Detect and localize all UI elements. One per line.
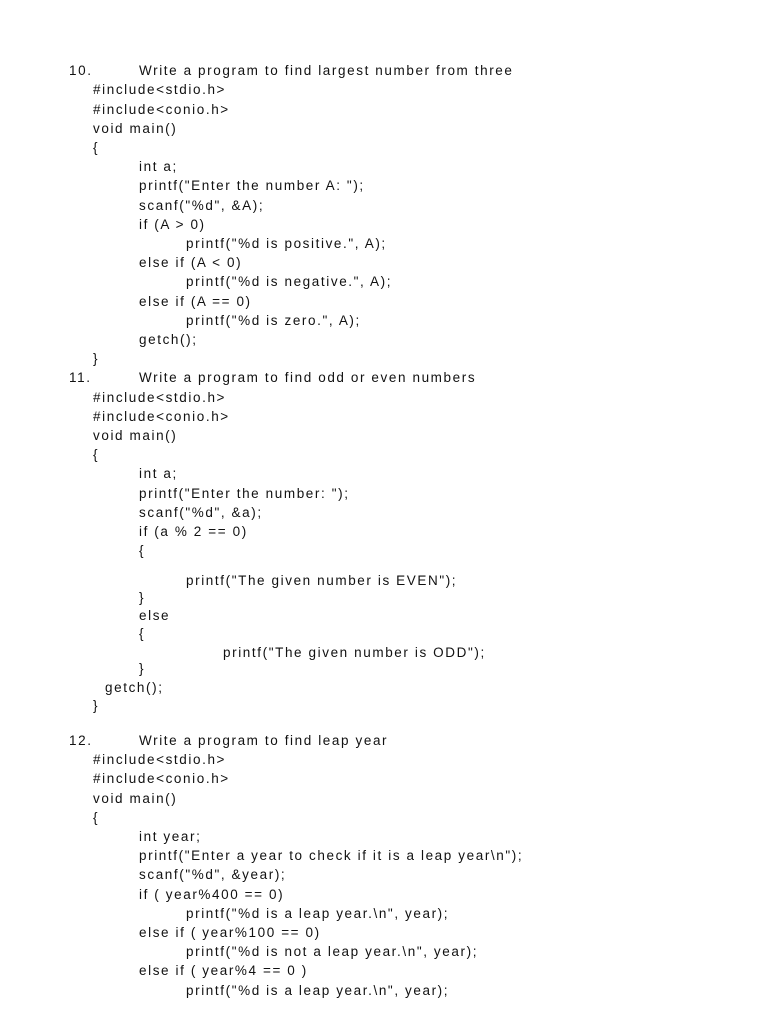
code-line: #include<conio.h>	[93, 409, 230, 424]
section-heading: Write a program to find leap year	[139, 733, 389, 748]
code-line: void main()	[93, 791, 178, 806]
code-line: scanf("%d", &year);	[139, 867, 287, 882]
code-line: {	[93, 810, 100, 825]
code-line: printf("%d is not a leap year.\n", year);	[186, 944, 479, 959]
code-line: getch();	[105, 680, 164, 695]
code-line: printf("%d is negative.", A);	[186, 274, 393, 289]
code-line: #include<conio.h>	[93, 102, 230, 117]
code-line: printf("%d is zero.", A);	[186, 313, 361, 328]
code-line: {	[139, 626, 146, 641]
code-line: }	[139, 661, 146, 676]
code-line: printf("Enter the number A: ");	[139, 178, 365, 193]
code-line: void main()	[93, 121, 178, 136]
code-line: int a;	[139, 159, 178, 174]
code-line: #include<stdio.h>	[93, 752, 227, 767]
code-line: #include<conio.h>	[93, 771, 230, 786]
code-line: void main()	[93, 428, 178, 443]
code-line: }	[139, 590, 146, 605]
code-line: else if ( year%100 == 0)	[139, 925, 321, 940]
code-line: {	[139, 543, 146, 558]
code-line: }	[93, 698, 100, 713]
section-heading: Write a program to find odd or even numbers	[139, 370, 477, 385]
code-line: scanf("%d", &a);	[139, 505, 263, 520]
code-line: getch();	[139, 332, 198, 347]
code-line: int year;	[139, 829, 202, 844]
code-line: {	[93, 140, 100, 155]
section-heading: Write a program to find largest number from three	[139, 63, 514, 78]
code-line: printf("The given number is ODD");	[223, 645, 486, 660]
code-line: else if (A < 0)	[139, 255, 243, 270]
code-line: else if ( year%4 == 0 )	[139, 963, 308, 978]
code-line: if (A > 0)	[139, 217, 206, 232]
section-number: 11.	[69, 370, 92, 385]
code-line: if (a % 2 == 0)	[139, 524, 248, 539]
code-line: scanf("%d", &A);	[139, 198, 265, 213]
code-line: printf("%d is a leap year.\n", year);	[186, 906, 450, 921]
code-line: else if (A == 0)	[139, 294, 252, 309]
code-line: {	[93, 447, 100, 462]
code-line: if ( year%400 == 0)	[139, 887, 285, 902]
code-line: printf("%d is a leap year.\n", year);	[186, 983, 450, 998]
code-line: #include<stdio.h>	[93, 390, 227, 405]
section-number: 10.	[69, 63, 93, 78]
code-line: #include<stdio.h>	[93, 82, 227, 97]
code-line: printf("The given number is EVEN");	[186, 573, 458, 588]
code-line: else	[139, 608, 171, 623]
code-line: printf("Enter a year to check if it is a leap year\n");	[139, 848, 524, 863]
code-line: printf("Enter the number: ");	[139, 486, 350, 501]
code-line: }	[93, 351, 100, 366]
code-line: printf("%d is positive.", A);	[186, 236, 387, 251]
code-line: int a;	[139, 466, 178, 481]
section-number: 12.	[69, 733, 93, 748]
